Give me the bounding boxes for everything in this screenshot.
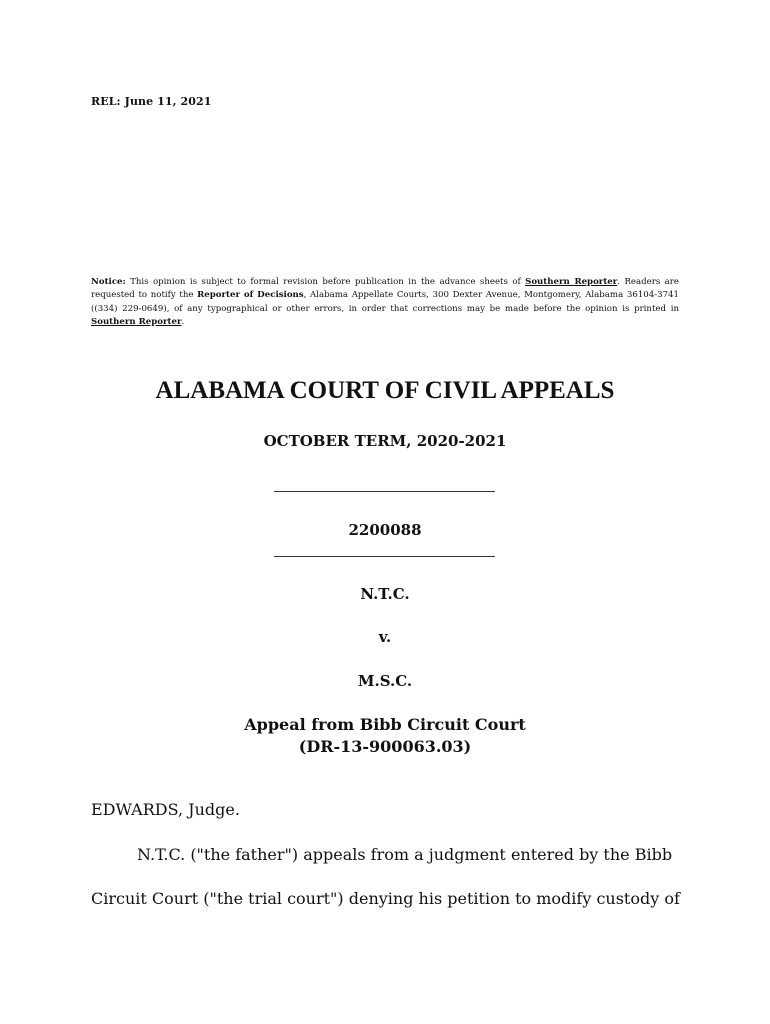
notice-text-3: , Alabama Appellate Courts, 300 Dexter Avenue, Montgomery, Alabama 36104-3741 ((334) 229-0649), of any typographical or other errors, in order that corrections may be made before the opinion is printed in: [91, 290, 679, 314]
judge-line: EDWARDS, Judge.: [91, 800, 240, 819]
notice-text-2: . Readers are requested to notify the: [91, 277, 679, 301]
notice-text-4: .: [181, 316, 185, 327]
release-date: REL: June 11, 2021: [91, 95, 212, 108]
southern-reporter-ref-1: Southern Reporter: [525, 277, 618, 287]
term: OCTOBER TERM, 2020-2021: [263, 432, 507, 450]
lower-court-case-number: (DR-13-900063.03): [298, 737, 472, 756]
divider-bottom: [274, 556, 495, 557]
notice-label: Notice:: [91, 277, 126, 287]
opinion-line-2: Circuit Court ("the trial court") denying his petition to modify custody of: [91, 889, 680, 908]
appellant: N.T.C.: [360, 585, 410, 603]
southern-reporter-ref-2: Southern Reporter: [91, 316, 182, 327]
court-title: ALABAMA COURT OF CIVIL APPEALS: [155, 377, 615, 404]
divider-top: [274, 491, 495, 492]
case-number: 2200088: [348, 521, 422, 539]
opinion-line-1: N.T.C. ("the father") appeals from a judgment entered by the Bibb: [137, 845, 673, 864]
notice-paragraph: [91, 276, 679, 329]
reporter-of-decisions: Reporter of Decisions: [197, 290, 304, 301]
versus: v.: [378, 628, 392, 646]
appeal-from: Appeal from Bibb Circuit Court: [244, 715, 526, 734]
notice-text-1: This opinion is subject to formal revision before publication in the advance sheets of: [125, 277, 526, 287]
appellee: M.S.C.: [357, 672, 413, 690]
